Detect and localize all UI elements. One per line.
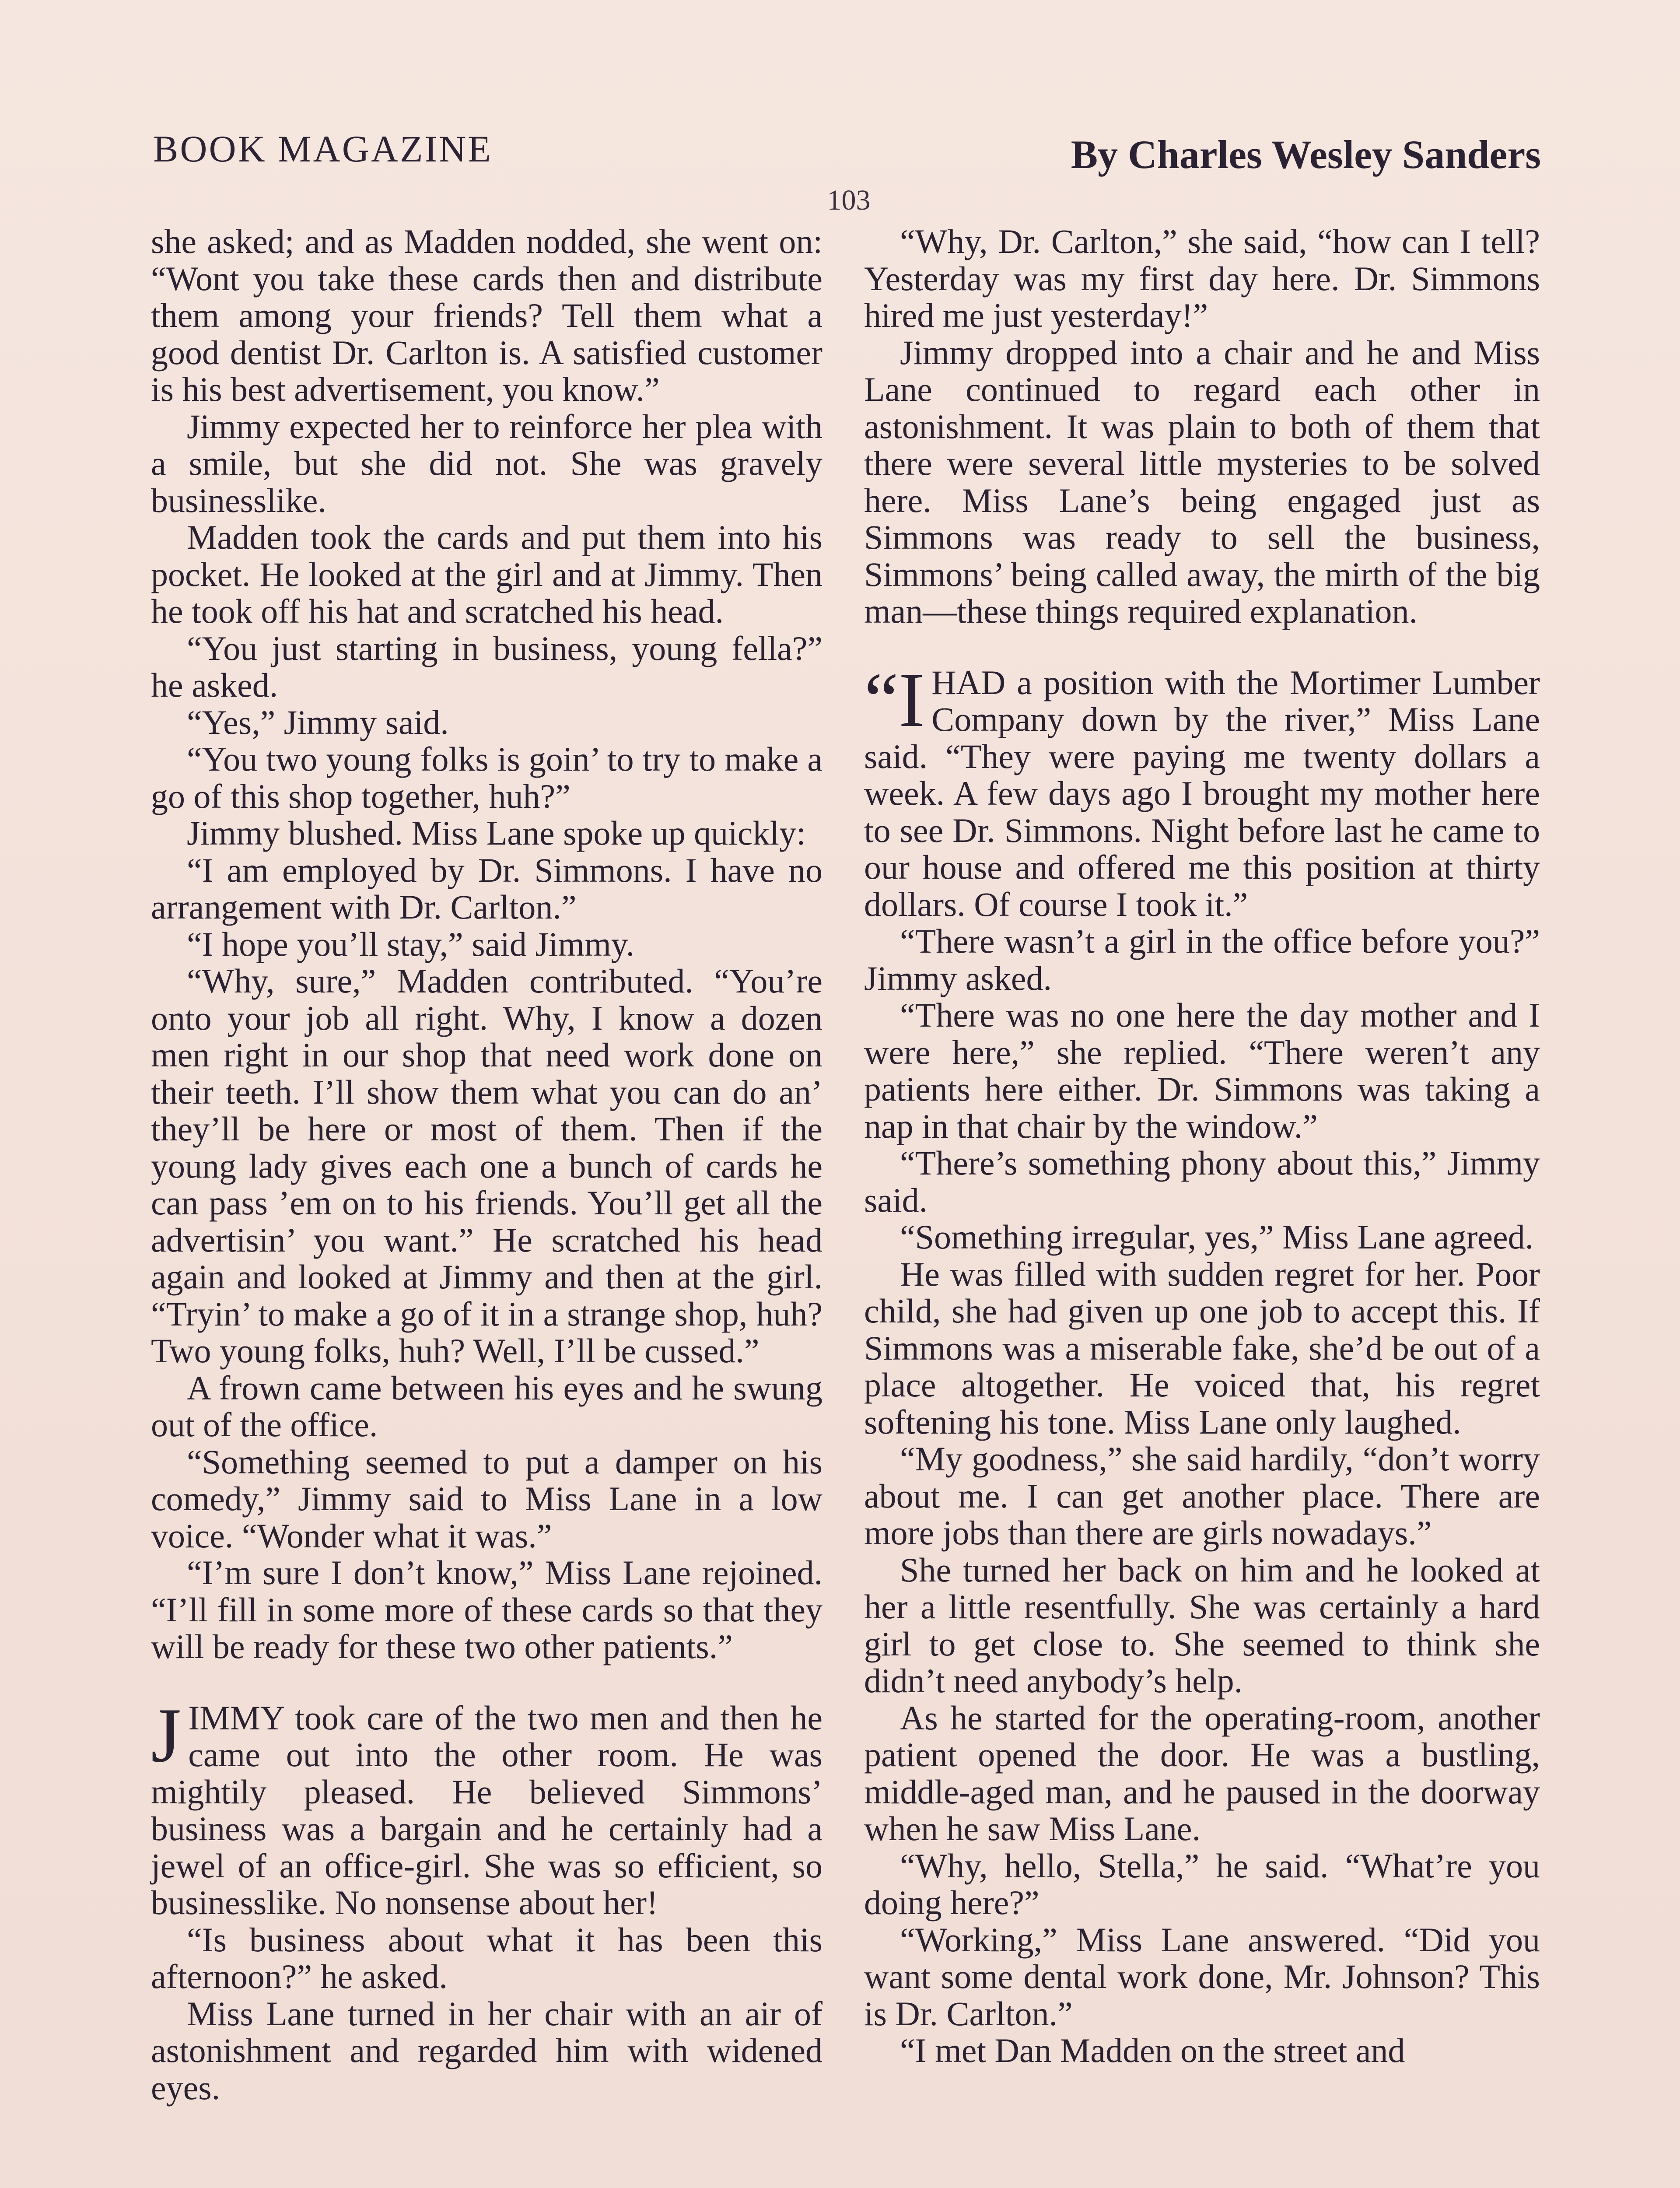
paragraph (864, 656, 1540, 923)
paragraph-text: IMMY took care of the two men and then he came out into the other room. He was mightily pleased. He believed Simmons’ business was a bargain and he certainly had a jewel of an office-girl. She was so efficient, so businesslike. No nonsense about her! (151, 1698, 822, 1922)
paragraph-text: Miss Lane turned in her chair with an air of astonishment and regarded him with widened eyes. (151, 1994, 822, 2107)
paragraph (151, 408, 822, 519)
paragraph (151, 1691, 822, 1922)
paragraph-text: “I’m sure I don’t know,” Miss Lane rejoined. “I’ll fill in some more of these cards so that they will be ready for these two other patients.” (151, 1553, 822, 1666)
paragraph-text: “Working,” Miss Lane answered. “Did you want some dental work done, Mr. Johnson? This is Dr. Carlton.” (864, 1920, 1540, 2033)
left-text-column (151, 223, 822, 2106)
paragraph-text: “There was no one here the day mother and I were here,” she replied. “There weren’t any patients here either. Dr. Simmons was taking a nap in that chair by the window.” (864, 996, 1540, 1145)
paragraph-text: “I am employed by Dr. Simmons. I have no arrangement with Dr. Carlton.” (151, 851, 822, 926)
paragraph (864, 997, 1540, 1145)
paragraph (151, 1554, 822, 1666)
drop-cap: “I (864, 656, 925, 743)
paragraph (864, 223, 1540, 334)
drop-cap: J (151, 1691, 182, 1778)
paragraph-text: He was filled with sudden regret for her. Poor child, she had given up one job to accept this. If Simmons was a miserable fake, she’d be out of a place altogether. He voiced that, his regret softening his tone. Miss Lane only laughed. (864, 1255, 1540, 1441)
paragraph-text: she asked; and as Madden nodded, she went on: “Wont you take these cards then and distribute them among your friends? Tell them what a good dentist Dr. Carlton is. A satisfied customer is his best advertisement, you know.” (151, 222, 822, 408)
paragraph (151, 1995, 822, 2107)
paragraph-text: She turned her back on him and he looked at her a little resentfully. She was certainly a hard girl to get close to. She seemed to think she didn’t need anybody’s help. (864, 1550, 1540, 1700)
paragraph (864, 2032, 1540, 2069)
paragraph-text: “Something irregular, yes,” Miss Lane agreed. (900, 1218, 1534, 1256)
paragraph (864, 1700, 1540, 1848)
paragraph (864, 1441, 1540, 1552)
paragraph-text: “There’s something phony about this,” Jimmy said. (864, 1144, 1540, 1219)
paragraph-text: “You two young folks is goin’ to try to make a go of this shop together, huh?” (151, 740, 822, 815)
paragraph-text: “Why, Dr. Carlton,” she said, “how can I tell? Yesterday was my first day here. Dr. Simmons hired me just yesterday!” (864, 222, 1540, 334)
paragraph-text: A frown came between his eyes and he swung out of the office. (151, 1368, 822, 1444)
paragraph-text: Madden took the cards and put them into his pocket. He looked at the girl and at Jimmy. Then he took off his hat and scratched his head. (151, 518, 822, 630)
paragraph (151, 963, 822, 1370)
paragraph-text: “Yes,” Jimmy said. (187, 703, 449, 741)
paragraph (864, 1219, 1540, 1256)
paragraph (151, 519, 822, 630)
paragraph (864, 1922, 1540, 2033)
paragraph (151, 852, 822, 926)
paragraph (864, 1848, 1540, 1922)
paragraph (151, 741, 822, 815)
page-number: 103 (827, 184, 871, 216)
paragraph (151, 926, 822, 963)
paragraph-text: “I hope you’ll stay,” said Jimmy. (187, 925, 635, 963)
paragraph-text: HAD a position with the Mortimer Lumber Company down by the river,” Miss Lane said. “They were paying me twenty dollars a week. A few days ago I brought my mother here to see Dr. Simmons. Night before last he came to our house and offered me this position at thirty dollars. Of course I took it.” (864, 663, 1540, 923)
paragraph-text: “Why, hello, Stella,” he said. “What’re you doing here?” (864, 1846, 1540, 1922)
magazine-title: BOOK MAGAZINE (153, 128, 493, 170)
paragraph-text: “There wasn’t a girl in the office before you?” Jimmy asked. (864, 922, 1540, 997)
paragraph (864, 1256, 1540, 1441)
paragraph (151, 1370, 822, 1444)
paragraph (151, 815, 822, 852)
paragraph-text: “My goodness,” she said hardily, “don’t worry about me. I can get another place. There are more jobs than there are girls nowadays.” (864, 1440, 1540, 1552)
paragraph-text: As he started for the operating-room, another patient opened the door. He was a bustling, middle-aged man, and he paused in the doorway when he saw Miss Lane. (864, 1698, 1540, 1848)
paragraph (151, 630, 822, 704)
paragraph (151, 1444, 822, 1555)
paragraph-text: “Something seemed to put a damper on his comedy,” Jimmy said to Miss Lane in a low voice. “Wonder what it was.” (151, 1442, 822, 1555)
paragraph (151, 223, 822, 408)
paragraph-text: Jimmy dropped into a chair and he and Miss Lane continued to regard each other in astonishment. It was plain to both of them that there were several little mysteries to be solved here. Miss Lane’s being engaged just as Simmons was ready to sell the business, Simmons’ being called away, the mirth of the big man—these things required explanation. (864, 333, 1540, 630)
paragraph (151, 704, 822, 741)
paragraph (864, 334, 1540, 630)
paragraph-text: “You just starting in business, young fella?” he asked. (151, 629, 822, 704)
paragraph (864, 1552, 1540, 1700)
paragraph-text: “I met Dan Madden on the street and (900, 2031, 1405, 2069)
paragraph-text: Jimmy expected her to reinforce her plea with a smile, but she did not. She was gravely businesslike. (151, 407, 822, 519)
right-text-column (864, 223, 1540, 2069)
paragraph (864, 923, 1540, 997)
paragraph (151, 1922, 822, 1995)
paragraph-text: Jimmy blushed. Miss Lane spoke up quickly: (187, 814, 806, 852)
paragraph (864, 1145, 1540, 1219)
author-byline: By Charles Wesley Sanders (1071, 132, 1541, 177)
paragraph-text: “Is business about what it has been this afternoon?” he asked. (151, 1920, 822, 1995)
paragraph-text: “Why, sure,” Madden contributed. “You’re onto your job all right. Why, I know a dozen men right in our shop that need work done on their teeth. I’ll show them what you can do an’ they’ll be here or most of them. Then if the young lady gives each one a bunch of cards he can pass ’em on to his friends. You’ll get all the advertisin’ you want.” He scratched his head again and looked at Jimmy and then at the girl. “Tryin’ to make a go of it in a strange shop, huh? Two young folks, huh? Well, I’ll be cussed.” (151, 962, 822, 1370)
